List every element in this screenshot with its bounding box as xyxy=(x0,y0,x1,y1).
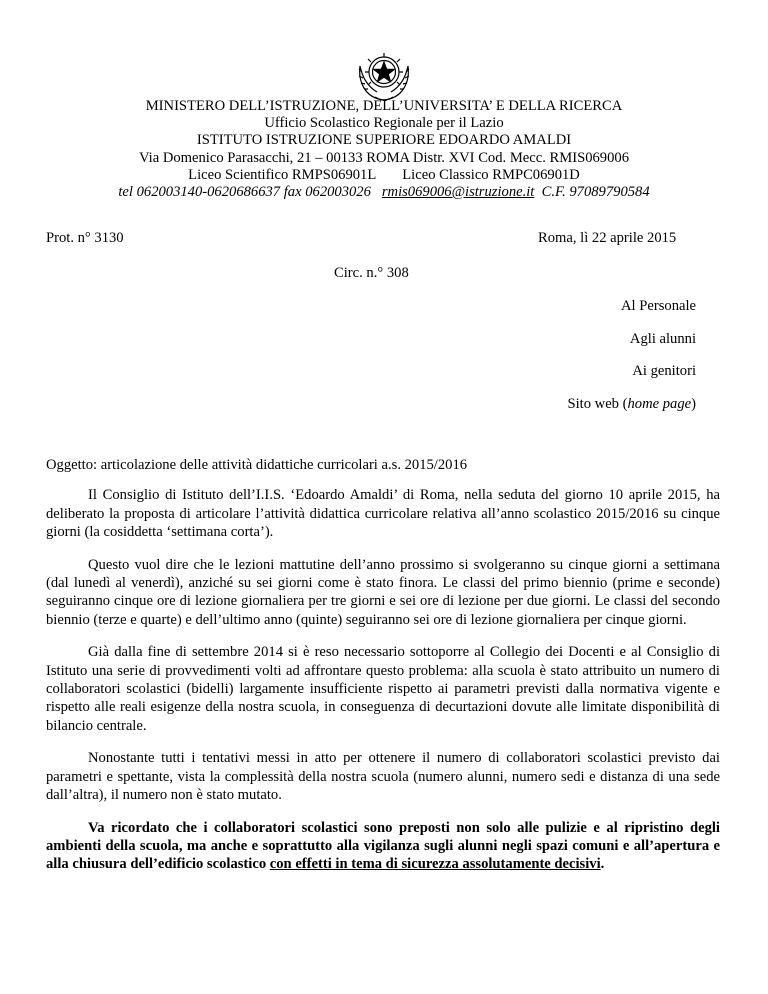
circular-number: Circ. n.° 308 xyxy=(334,265,409,281)
phone-fax: tel 062003140-0620686637 fax 062003026 xyxy=(118,184,371,201)
paragraph-2: Questo vuol dire che le lezioni mattutine dell’anno prossimo si svolgeranno su cinque giorni a settimana (dal lunedì al venerdì), anziché su sei giorni come è stato finora. Le classi del primo biennio (prime e seconde) seguiranno cinque ore di lezione giornaliera per tre giorni e sei ore di lezione per due giorni. Le classi del secondo biennio (terze e quarte) e dell’ultimo anno (quinte) seguiranno sei ore di lezione giornaliera per cinque giorni. xyxy=(46,556,720,628)
letter-date: Roma, lì 22 aprile 2015 xyxy=(538,230,677,246)
regional-office: Ufficio Scolastico Regionale per il Lazio xyxy=(264,115,504,132)
recipient-website-label: Sito web ( xyxy=(567,395,628,412)
letter-body xyxy=(46,456,720,888)
liceo-scientifico-code: Liceo Scientifico RMPS06901L xyxy=(188,166,377,183)
recipient-website-close: ) xyxy=(691,395,696,412)
recipient-students: Agli alunni xyxy=(629,330,696,347)
liceo-classico-code: Liceo Classico RMPC06901D xyxy=(402,166,580,183)
email-link[interactable]: rmis069006@istruzione.it xyxy=(381,184,535,201)
recipient-website xyxy=(567,395,696,428)
school-name: ISTITUTO ISTRUZIONE SUPERIORE EDOARDO AMALDI xyxy=(196,132,572,149)
ministry-name: MINISTERO DELL’ISTRUZIONE, DELL’UNIVERSITA’ E DELLA RICERCA xyxy=(145,98,623,114)
school-address: Via Domenico Parasacchi, 21 – 00133 ROMA Distr. XVI Cod. Mecc. RMIS069006 xyxy=(139,149,629,166)
subject-line: Oggetto: articolazione delle attività didattiche curricolari a.s. 2015/2016 xyxy=(46,457,468,473)
school-codes xyxy=(60,167,708,184)
school-contacts xyxy=(60,184,708,201)
tax-code: C.F. 97089790584 xyxy=(541,184,650,201)
protocol-number: Prot. n° 3130 xyxy=(46,230,124,246)
paragraph-5-end: . xyxy=(600,856,605,873)
recipients-list xyxy=(567,297,696,427)
recipient-website-home-page: home page xyxy=(627,395,692,412)
paragraph-5 xyxy=(46,819,720,874)
paragraph-4: Nonostante tutti i tentativi messi in atto per ottenere il numero di collaboratori scolastici previsto dai parametri e spettante, vista la complessità della nostra scuola (numero alunni, numero sedi e distanza di una sede dall’altra), il numero non è stato mutato. xyxy=(46,750,720,804)
paragraph-5-underlined: con effetti in tema di sicurezza assolutamente decisivi xyxy=(269,856,601,873)
letterhead xyxy=(60,98,708,201)
recipient-parents: Ai genitori xyxy=(632,363,696,379)
recipient-staff: Al Personale xyxy=(621,298,696,314)
paragraph-5-text: Va ricordato che i collaboratori scolastici sono preposti non solo alle pulizie e al ripristino degli ambienti della scuola, ma anche e soprattutto alla vigilanza sugli alunni negli spazi comuni e all’apertura e alla chiusura dell’edificio scolastico xyxy=(46,819,720,873)
paragraph-1: Il Consiglio di Istituto dell’I.I.S. ‘Edoardo Amaldi’ di Roma, nella seduta del giorno 10 aprile 2015, ha deliberato la proposta di articolare l’attività didattica curricolare relativa all’anno scolastico 2015/2016 su cinque giorni (la cosiddetta ‘settimana corta’). xyxy=(46,487,720,541)
italian-republic-emblem-icon xyxy=(355,42,413,104)
paragraph-3: Già dalla fine di settembre 2014 si è reso necessario sottoporre al Collegio dei Docenti e al Consiglio di Istituto una serie di provvedimenti volti ad affrontare questo problema: alla scuola è stato attribuito un numero di collaboratori scolastici (bidelli) largamente insufficiente rispetto ai parametri previsti dalla normativa vigente e rispetto alle reali esigenze della nostra scuola, in conseguenza di decurtazioni dovute alle limitate disponibilità di bilancio centrale. xyxy=(46,644,720,734)
